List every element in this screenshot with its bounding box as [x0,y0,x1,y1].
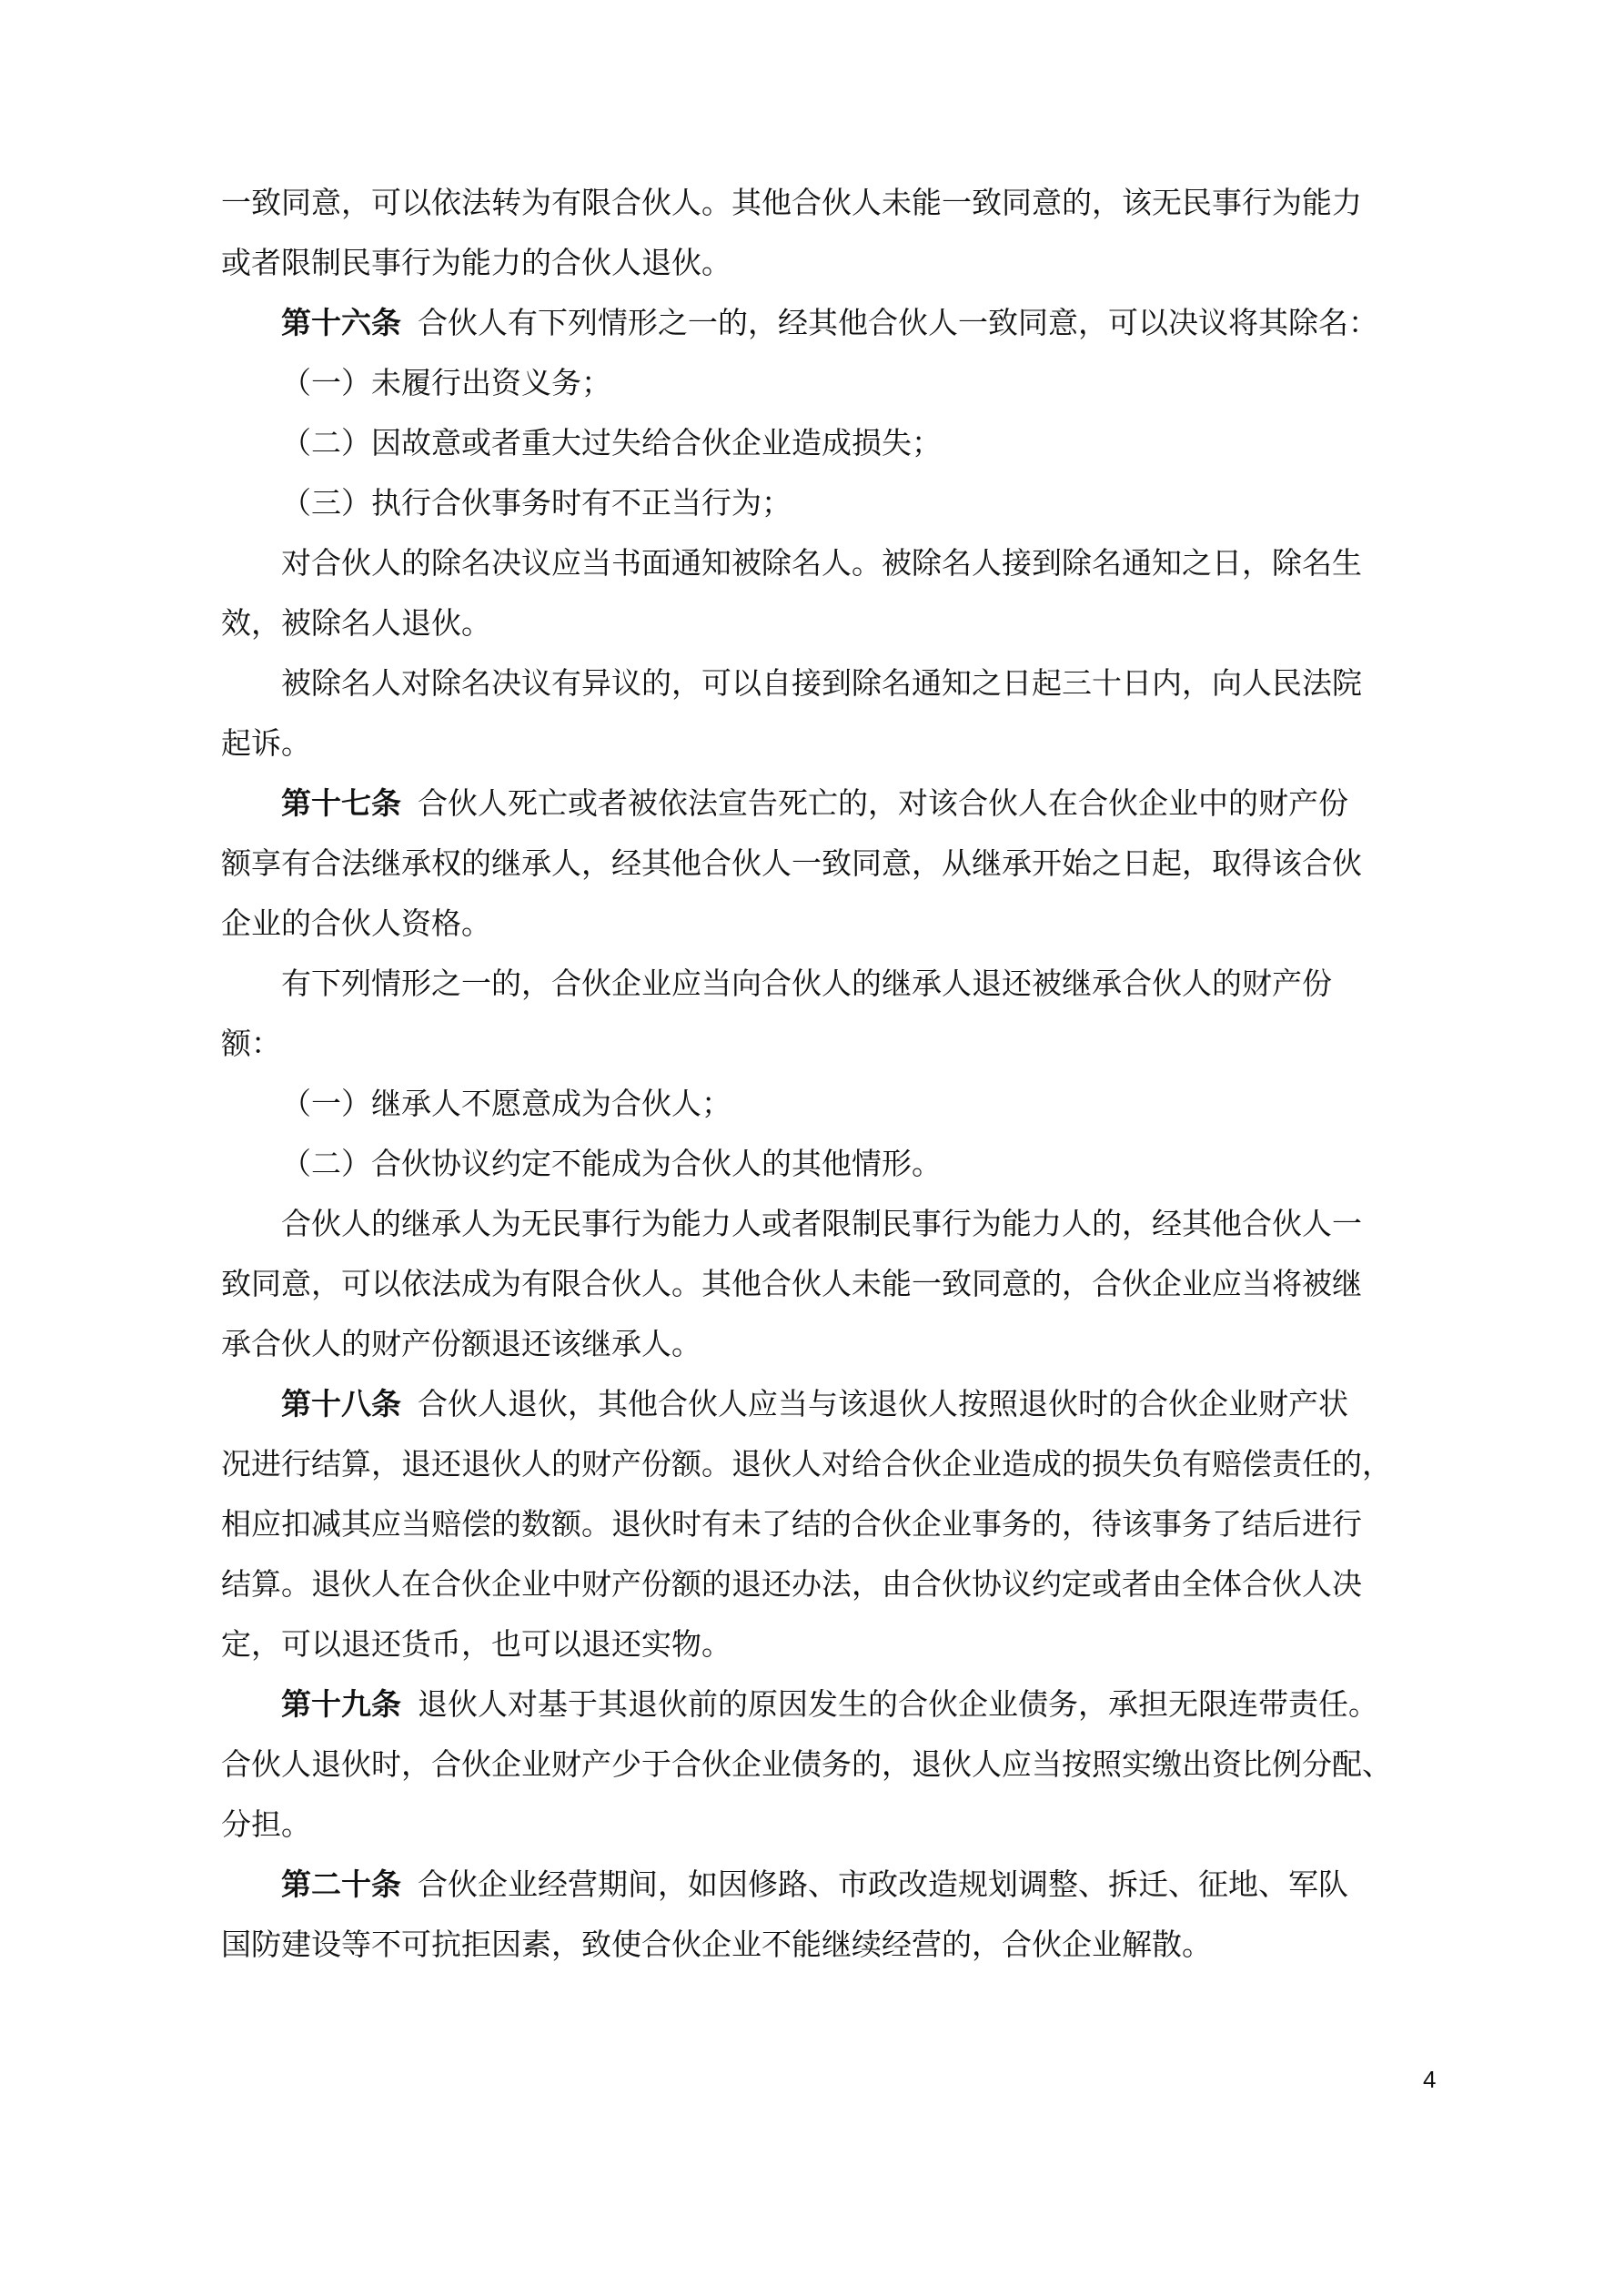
text-line [221,834,1440,894]
text-line [221,653,1440,713]
document-body [221,173,1440,1975]
line-text: 国防建设等不可抗拒因素，致使合伙企业不能继续经营的，合伙企业解散。 [221,1927,1212,1962]
text-line [221,1855,1440,1915]
article-heading: 第十七条 [281,785,401,821]
line-text: （一）继承人不愿意成为合伙人； [281,1086,731,1121]
line-text: 合伙人死亡或者被依法宣告死亡的，对该合伙人在合伙企业中的财产份 [418,785,1348,821]
text-line [221,1194,1440,1254]
line-text: 相应扣减其应当赔偿的数额。退伙时有未了结的合伙企业事务的，待该事务了结后进行 [221,1506,1362,1542]
line-text: （二）因故意或者重大过失给合伙企业造成损失； [281,425,942,460]
text-line [221,1134,1440,1194]
text-line [221,894,1440,954]
text-line [221,1795,1440,1855]
line-text: 况进行结算，退还退伙人的财产份额。退伙人对给合伙企业造成的损失负有赔偿责任的， [221,1446,1392,1482]
text-line [221,593,1440,653]
line-text: 有下列情形之一的，合伙企业应当向合伙人的继承人退还被继承合伙人的财产份 [281,966,1332,1001]
text-line [221,1494,1440,1554]
line-text: 分担。 [221,1806,311,1842]
line-text: 额： [221,1026,281,1061]
line-text: 退伙人对基于其退伙前的原因发生的合伙企业债务，承担无限连带责任。 [418,1686,1378,1722]
text-line [221,954,1440,1014]
line-text: 效，被除名人退伙。 [221,605,491,641]
line-text: （三）执行合伙事务时有不正当行为； [281,485,792,521]
line-text: 合伙人退伙时，合伙企业财产少于合伙企业债务的，退伙人应当按照实缴出资比例分配、 [221,1746,1392,1782]
page-number: 4 [1423,2066,1437,2093]
line-text: （二）合伙协议约定不能成为合伙人的其他情形。 [281,1146,942,1181]
text-line [221,713,1440,774]
text-line [221,1254,1440,1314]
text-line [221,353,1440,413]
line-text: 起诉。 [221,725,311,761]
article-heading: 第二十条 [281,1866,401,1902]
line-text: 结算。退伙人在合伙企业中财产份额的退还办法，由合伙协议约定或者由全体合伙人决 [221,1566,1362,1602]
article-heading: 第十八条 [281,1386,401,1421]
line-text: 被除名人对除名决议有异议的，可以自接到除名通知之日起三十日内，向人民法院 [281,665,1362,701]
text-line [221,1014,1440,1074]
text-line [221,173,1440,233]
text-line [221,774,1440,834]
text-line [221,293,1440,353]
line-text: 合伙企业经营期间，如因修路、市政改造规划调整、拆迁、征地、军队 [418,1866,1348,1902]
text-line [221,1614,1440,1674]
line-text: 额享有合法继承权的继承人，经其他合伙人一致同意，从继承开始之日起，取得该合伙 [221,845,1362,881]
text-line [221,1314,1440,1374]
text-line [221,1915,1440,1975]
article-heading: 第十九条 [281,1686,401,1722]
text-line [221,533,1440,593]
text-line [221,1374,1440,1434]
line-text: 定，可以退还货币，也可以退还实物。 [221,1626,731,1662]
text-line [221,233,1440,293]
line-text: 承合伙人的财产份额退还该继承人。 [221,1326,701,1361]
line-text: 合伙人有下列情形之一的，经其他合伙人一致同意，可以决议将其除名： [418,305,1378,340]
line-text: 合伙人的继承人为无民事行为能力人或者限制民事行为能力人的，经其他合伙人一 [281,1206,1362,1241]
line-text: 一致同意，可以依法转为有限合伙人。其他合伙人未能一致同意的，该无民事行为能力 [221,185,1362,220]
text-line [221,1674,1440,1735]
line-text: 或者限制民事行为能力的合伙人退伙。 [221,245,731,280]
article-heading: 第十六条 [281,305,401,340]
text-line [221,1735,1440,1795]
line-text: 企业的合伙人资格。 [221,905,491,941]
line-text: 合伙人退伙，其他合伙人应当与该退伙人按照退伙时的合伙企业财产状 [418,1386,1348,1421]
line-text: 致同意，可以依法成为有限合伙人。其他合伙人未能一致同意的，合伙企业应当将被继 [221,1266,1362,1301]
text-line [221,1554,1440,1614]
text-line [221,1074,1440,1134]
text-line [221,1434,1440,1494]
line-text: （一）未履行出资义务； [281,365,611,400]
text-line [221,473,1440,533]
line-text: 对合伙人的除名决议应当书面通知被除名人。被除名人接到除名通知之日，除名生 [281,545,1362,581]
text-line [221,413,1440,473]
